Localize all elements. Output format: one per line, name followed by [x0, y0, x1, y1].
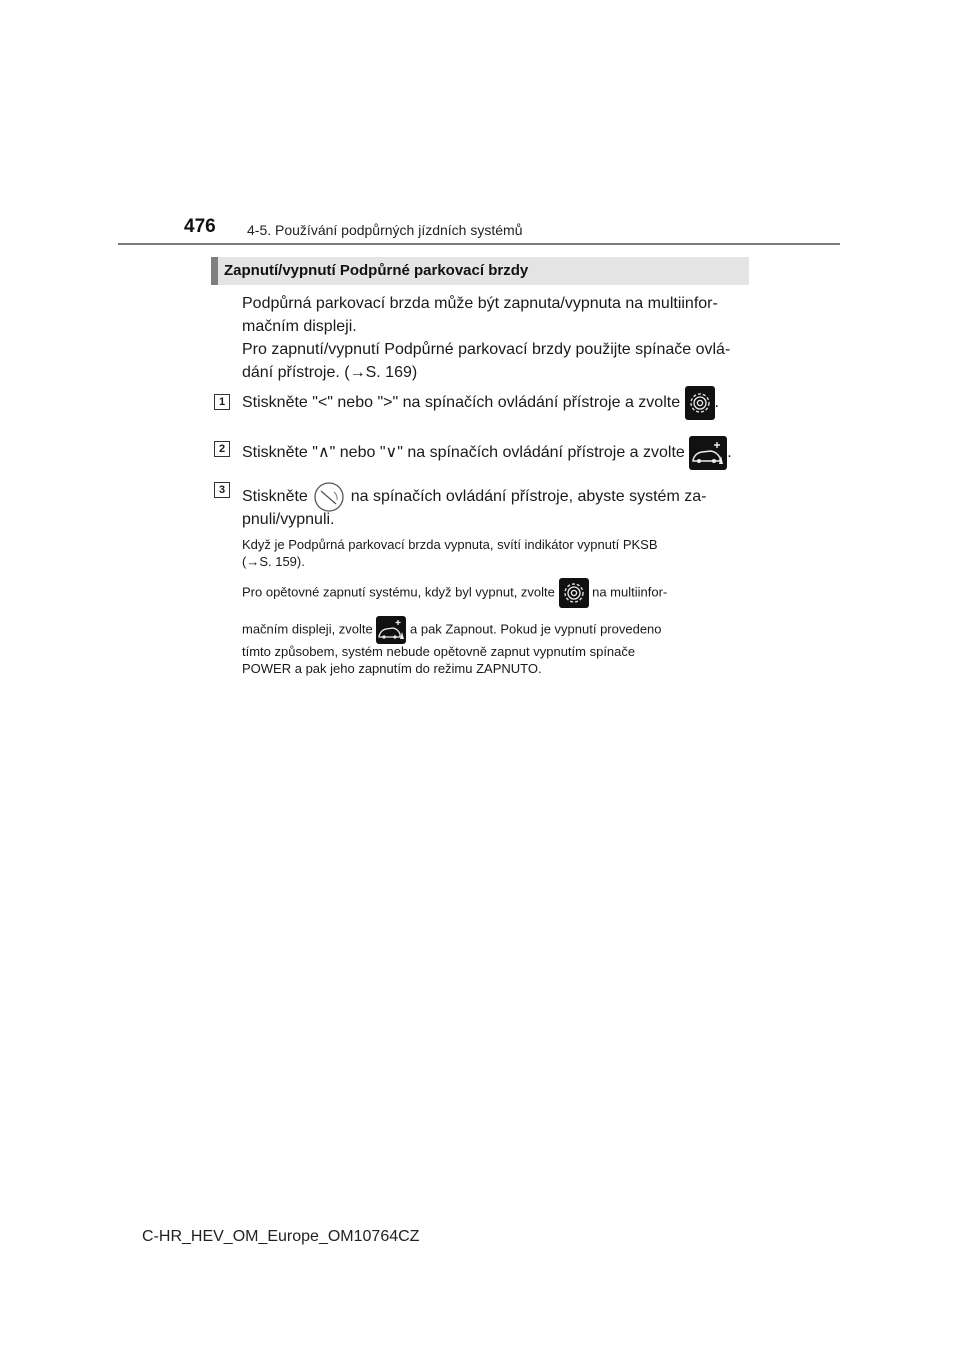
page-number: 476 [184, 216, 216, 237]
header-rule [118, 243, 840, 245]
car-warning-icon [689, 436, 727, 470]
step-1-end: . [714, 394, 719, 412]
step-3-text-end: na spínačích ovládání přístroje, abyste systém za- [346, 488, 707, 506]
note-2-text-c: mačním displeji, zvolte [242, 621, 377, 637]
note-2-line-3: tímto způsobem, systém nebude opětovně zapnut vypnutím spínače [242, 644, 636, 659]
intro-line-2: mačním displeji. [242, 318, 357, 335]
intro-line-4: dání přístroje. (→S. 169) [242, 364, 418, 381]
gear-icon [559, 578, 589, 608]
section-title: Zapnutí/vypnutí Podpůrné parkovací brzdy [224, 262, 529, 279]
step-number-1: 1 [214, 394, 230, 410]
footer-doc-id: C-HR_HEV_OM_Europe_OM10764CZ [142, 1228, 420, 1245]
step-3-line-2: pnuli/vypnuli. [242, 511, 335, 528]
section-heading [211, 257, 749, 285]
note-2-line-2 [242, 616, 744, 644]
step-number-2: 2 [214, 441, 230, 457]
step-number-3: 3 [214, 482, 230, 498]
section-accent [211, 257, 218, 285]
car-warning-icon [376, 616, 406, 644]
note-1 [242, 536, 744, 570]
step-1-text: Stiskněte "<" nebo ">" na spínačích ovládání přístroje a zvolte [242, 394, 685, 412]
note-2-line-1 [242, 578, 744, 608]
note-2-line-4: POWER a pak jeho zapnutím do režimu ZAPNUTO. [242, 661, 542, 676]
intro-line-1: Podpůrná parkovací brzda může být zapnuta/vypnuta na multiinfor- [242, 295, 718, 312]
intro-paragraph [242, 292, 745, 384]
note-1-line-1: Když je Podpůrná parkovací brzda vypnuta, svítí indikátor vypnutí PKSB [242, 537, 658, 552]
note-2-text-b: na multiinfor- [588, 584, 668, 600]
intro-line-3: Pro zapnutí/vypnutí Podpůrné parkovací brzdy použijte spínače ovlá- [242, 341, 731, 358]
gear-icon [685, 386, 715, 420]
note-2-rest [242, 643, 744, 677]
step-2-text: Stiskněte "∧" nebo "∨" na spínačích ovládání přístroje a zvolte [242, 444, 690, 462]
chapter-title: 4-5. Používání podpůrných jízdních systémů [247, 222, 523, 238]
step-2-end: . [727, 444, 732, 462]
step-1 [242, 386, 752, 420]
note-2-text-d: a pak Zapnout. Pokud je vypnutí provedeno [406, 621, 662, 637]
step-2 [242, 436, 752, 470]
step-3-text-start: Stiskněte [242, 488, 313, 506]
note-1-line-2: (→S. 159). [242, 554, 305, 569]
note-2-text-a: Pro opětovné zapnutí systému, když byl vypnut, zvolte [242, 584, 559, 600]
